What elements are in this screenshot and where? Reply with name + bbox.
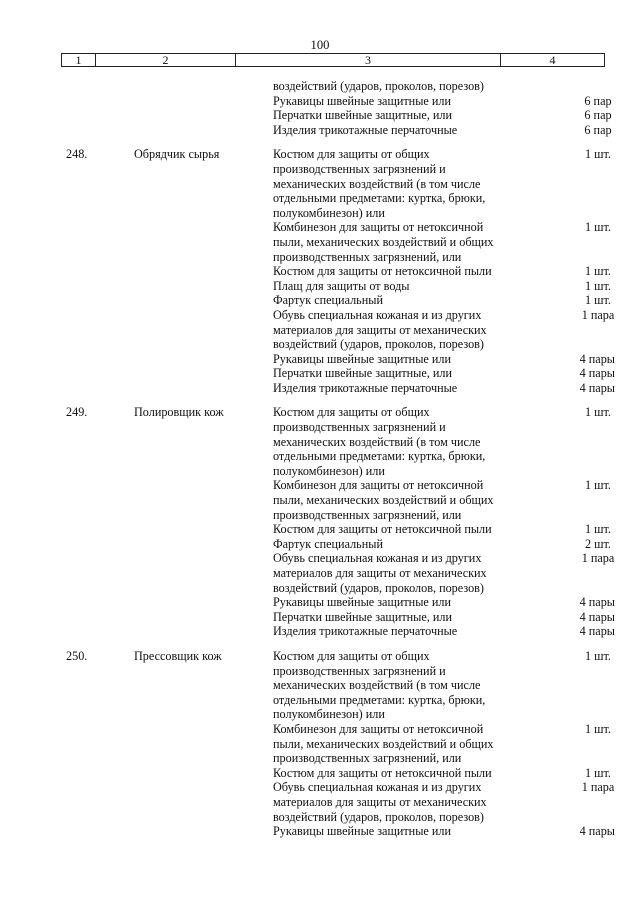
item-text-line: Плащ для защиты от воды [273,278,410,293]
profession-name [134,94,273,109]
item-text-line: полукомбинезон) или [273,205,385,220]
item-quantity [515,478,615,522]
item-quantity [515,220,615,264]
protective-item [273,624,515,639]
item-quantity [515,264,615,279]
quantity-value: 1 пара [581,307,615,322]
profession-name [134,766,273,781]
protective-item [273,366,515,381]
item-text-line: полукомбинезон) или [273,707,385,722]
quantity-value: 4 пары [579,380,615,395]
entry-number: 250. [66,648,88,663]
profession-name [134,264,273,279]
entry-number [0,123,134,138]
item-quantity [515,551,615,595]
item-text-line: Рукавицы швейные защитные или [273,351,451,366]
item-text-line: Рукавицы швейные защитные или [273,93,451,108]
protective-item [273,94,515,109]
table-row [0,722,640,766]
entry-number [0,824,134,839]
profession-name [134,366,273,381]
table-row [0,595,640,610]
profession-name: Обрядчик сырья [134,147,220,162]
entry-number [0,352,134,367]
entry-number [0,551,134,595]
item-text-line: пыли, механических воздействий и общих [273,736,494,751]
item-text-line: материалов для защиты от механических [273,322,487,337]
protective-item [273,551,515,595]
protective-item [273,766,515,781]
item-text-line: производственных загрязнений, или [273,249,462,264]
item-text-line: Комбинезон для защиты от нетоксичной [273,721,484,736]
item-text-line: Перчатки швейные защитные, или [273,609,453,624]
quantity-value: 1 шт. [585,278,611,293]
protective-item [273,79,515,94]
item-quantity [515,537,615,552]
profession-name [134,220,273,264]
item-quantity [515,123,615,138]
protective-item [273,610,515,625]
item-text-line: Рукавицы швейные защитные или [273,595,451,610]
item-text-line: Фартук специальный [273,293,383,308]
profession-name [134,780,273,824]
table-entry [0,79,640,137]
table-entry [0,649,640,839]
entry-number [0,624,134,639]
protective-item [273,722,515,766]
item-text-line: производственных загрязнений и [273,420,446,435]
item-text-line: Костюм для защиты от нетоксичной пыли [273,765,492,780]
item-quantity [515,610,615,625]
item-text-line: Костюм для защиты от нетоксичной пыли [273,522,492,537]
protective-item [273,264,515,279]
entry-number [0,220,134,264]
protective-item [273,123,515,138]
quantity-value: 1 шт. [585,264,611,279]
item-quantity [515,79,615,94]
entry-number [0,308,134,352]
quantity-value: 4 пары [579,595,615,610]
table-row [0,94,640,109]
protective-item [273,108,515,123]
table-row [0,293,640,308]
entry-number [0,595,134,610]
entry-number [0,522,134,537]
item-text-line: Обувь специальная кожаная и из других [273,551,482,566]
table-header [61,53,605,67]
item-quantity [515,780,615,824]
protective-item [273,537,515,552]
protective-item [273,293,515,308]
table-row [0,780,640,824]
table-row [0,220,640,264]
item-text-line: механических воздействий (в том числе [273,678,481,693]
item-text-line: Изделия трикотажные перчаточные [273,624,458,639]
protective-item [273,220,515,264]
table-row [0,522,640,537]
protective-item [273,147,515,220]
entry-number: 249. [66,405,88,420]
item-quantity [515,352,615,367]
item-text-line: производственных загрязнений и [273,663,446,678]
item-quantity [515,824,615,839]
item-quantity [515,624,615,639]
item-quantity [515,293,615,308]
entry-number [0,780,134,824]
item-quantity [515,722,615,766]
entry-number [0,108,134,123]
entry-number [0,722,134,766]
table-row [0,366,640,381]
item-text-line: Костюм для защиты от нетоксичной пыли [273,264,492,279]
quantity-value: 2 шт. [585,536,611,551]
profession-name [134,308,273,352]
profession-name [134,279,273,294]
profession-name [134,108,273,123]
item-text-line: Изделия трикотажные перчаточные [273,380,458,395]
table-row [0,824,640,839]
header-col-1: 1 [62,54,96,66]
profession-name [134,352,273,367]
quantity-value: 1 шт. [585,293,611,308]
table-entry [0,405,640,639]
profession-name [134,824,273,839]
profession-name [134,624,273,639]
quantity-value: 4 пары [579,366,615,381]
table-row [0,279,640,294]
quantity-value: 1 шт. [585,478,611,493]
protective-item [273,308,515,352]
item-text-line: Костюм для защиты от общих [273,405,430,420]
protective-item [273,478,515,522]
header-col-2: 2 [96,54,236,66]
item-text-line: производственных загрязнений, или [273,507,462,522]
item-text-line: Комбинезон для защиты от нетоксичной [273,220,484,235]
entry-number [0,264,134,279]
item-text-line: пыли, механических воздействий и общих [273,234,494,249]
entry-number [0,381,134,396]
table-row [0,79,640,94]
entry-number [0,279,134,294]
profession-name [134,610,273,625]
quantity-value: 4 пары [579,824,615,839]
table-entry [0,147,640,395]
page-number: 100 [310,38,330,52]
protective-item [273,522,515,537]
protective-item [273,780,515,824]
profession-name [134,381,273,396]
table-row [0,478,640,522]
profession-name [134,595,273,610]
profession-name [134,551,273,595]
item-text-line: Изделия трикотажные перчаточные [273,122,458,137]
item-text-line: Костюм для защиты от общих [273,648,430,663]
table-row [0,381,640,396]
profession-name [134,537,273,552]
item-text-line: воздействий (ударов, проколов, порезов) [273,809,484,824]
quantity-value: 1 пара [581,551,615,566]
item-quantity [515,308,615,352]
table-row [0,649,640,722]
item-text-line: отдельными предметами: куртка, брюки, [273,692,486,707]
item-text-line: отдельными предметами: куртка, брюки, [273,191,486,206]
quantity-value: 1 шт. [585,765,611,780]
protective-item [273,279,515,294]
table-row [0,766,640,781]
item-quantity [515,279,615,294]
item-text-line: полукомбинезон) или [273,463,385,478]
protective-item [273,405,515,478]
table-row [0,147,640,220]
quantity-value: 6 пар [584,122,612,137]
quantity-value: 1 шт. [585,220,611,235]
header-col-3: 3 [236,54,501,66]
entry-number [0,537,134,552]
entry-number: 248. [66,147,88,162]
item-text-line: Обувь специальная кожаная и из других [273,307,482,322]
table-row [0,264,640,279]
profession-name [134,293,273,308]
table-row [0,624,640,639]
protective-item [273,352,515,367]
item-quantity [515,108,615,123]
item-quantity [515,766,615,781]
table-row [0,537,640,552]
protective-item [273,381,515,396]
item-text-line: Перчатки швейные защитные, или [273,108,453,123]
table-row [0,405,640,478]
quantity-value: 1 шт. [585,522,611,537]
protective-item [273,595,515,610]
quantity-value: 1 шт. [585,648,611,663]
item-text-line: механических воздействий (в том числе [273,176,481,191]
item-text-line: Рукавицы швейные защитные или [273,824,451,839]
item-text-line: Перчатки швейные защитные, или [273,366,453,381]
item-quantity [515,381,615,396]
entry-number [0,610,134,625]
table-row [0,308,640,352]
item-text-line: Обувь специальная кожаная и из других [273,780,482,795]
quantity-value: 1 шт. [585,405,611,420]
entry-number [0,766,134,781]
entry-number [0,94,134,109]
protective-item [273,824,515,839]
entry-number [0,478,134,522]
table-row [0,123,640,138]
profession-name [134,522,273,537]
item-quantity [515,595,615,610]
quantity-value: 1 пара [581,780,615,795]
table-body [0,79,640,839]
item-text-line: Комбинезон для защиты от нетоксичной [273,478,484,493]
profession-name: Прессовщик кож [134,648,222,663]
item-text-line: Фартук специальный [273,536,383,551]
item-text-line: Костюм для защиты от общих [273,147,430,162]
quantity-value: 4 пары [579,351,615,366]
table-row [0,352,640,367]
item-quantity [515,522,615,537]
entry-number [0,366,134,381]
entry-number [0,293,134,308]
quantity-value: 1 шт. [585,721,611,736]
quantity-value: 4 пары [579,609,615,624]
item-quantity [515,147,615,220]
item-quantity [515,405,615,478]
quantity-value: 6 пар [584,108,612,123]
item-text-line: воздействий (ударов, проколов, порезов) [273,580,484,595]
item-text-line: производственных загрязнений, или [273,751,462,766]
profession-name [134,478,273,522]
protective-item [273,649,515,722]
item-text-line: воздействий (ударов, проколов, порезов) [273,79,484,93]
table-row [0,108,640,123]
table-row [0,551,640,595]
table-row [0,610,640,625]
item-text-line: отдельными предметами: куртка, брюки, [273,449,486,464]
header-col-4: 4 [549,53,556,67]
profession-name: Полировщик кож [134,405,224,420]
profession-name [134,123,273,138]
item-quantity [515,94,615,109]
profession-name [134,722,273,766]
item-text-line: пыли, механических воздействий и общих [273,493,494,508]
profession-name [134,79,273,94]
item-text-line: механических воздействий (в том числе [273,434,481,449]
item-text-line: производственных загрязнений и [273,161,446,176]
entry-number [0,79,134,94]
item-quantity [515,649,615,722]
item-quantity [515,366,615,381]
item-text-line: материалов для защиты от механических [273,566,487,580]
quantity-value: 1 шт. [585,147,611,162]
item-text-line: воздействий (ударов, проколов, порезов) [273,337,484,352]
item-text-line: материалов для защиты от механических [273,794,487,809]
quantity-value: 6 пар [584,93,612,108]
quantity-value: 4 пары [579,624,615,639]
